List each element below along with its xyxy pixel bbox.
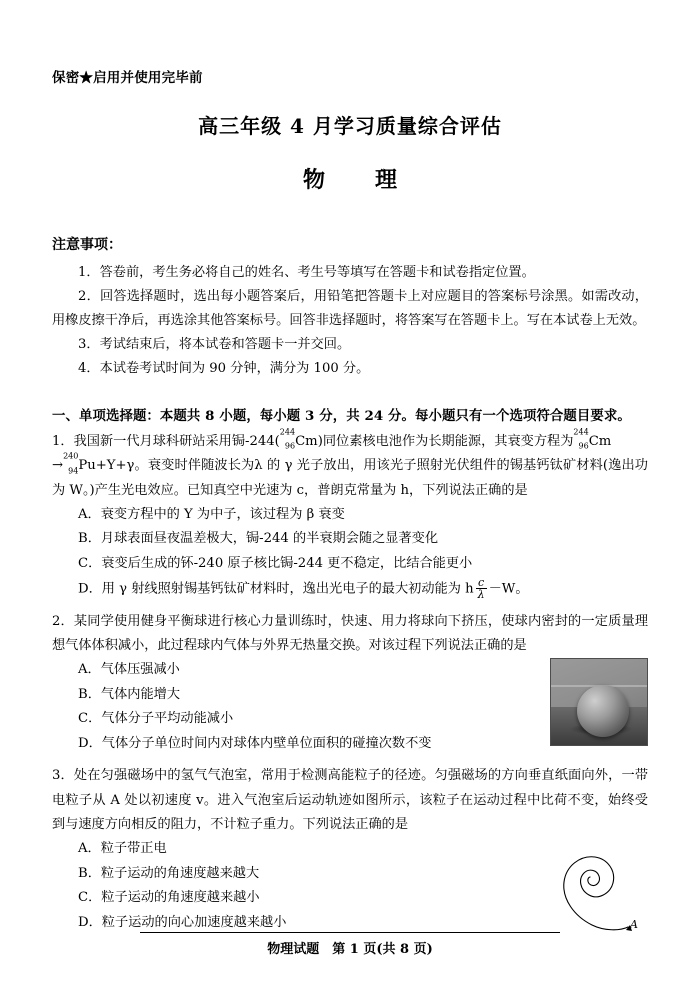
question-1-stem-b: )同位素核电池作为长期能源，其衰变方程为 [317,434,574,450]
notice-item: 2．回答选择题时，选出每小题答案后，用铅笔把答题卡上对应题目的答案标号涂黑。如需改动，用橡皮擦干净后，再选涂其他答案标号。回答非选择题时，将答案写在答题卡上。写在本试卷上无效。 [52,289,648,329]
question-2-option-a: A．气体压强减小 [78,662,180,678]
question-1-stem-d: 。)产生光电效应。已知真空中光速为 c，普朗克常量为 h，下列说法正确的是 [82,482,528,498]
footer-text: 物理试题 第 1 页(共 8 页) [267,942,433,957]
question-3-option-b: B．粒子运动的角速度越来越大 [78,865,260,881]
secrecy-notice: 保密★启用并使用完毕前 [52,70,203,86]
exercise-ball [577,685,629,737]
question-1-option-d [52,577,648,602]
fraction-numerator: c [476,577,487,590]
question-2-number: 2． [52,613,74,629]
question-1-option-d-text: D．用 γ 射线照射锡基钙钛矿材料时，逸出光电子的最大初动能为 h [78,581,474,597]
question-1-option-b: B．月球表面昼夜温差极大，锔-244 的半衰期会随之显著变化 [78,531,439,547]
question-3-option-c: C．粒子运动的角速度越来越小 [78,890,260,906]
nuclide-mass-number: 240 [63,451,79,461]
question-2 [52,610,648,757]
balance-ball-photo [550,658,648,746]
page-footer [0,932,700,957]
subject-title: 物 理 [302,167,411,193]
question-2-options [52,658,648,756]
nuclide-symbol: Cm [295,434,318,450]
page-content [52,66,648,937]
question-2-stem [52,610,648,659]
page-title: 高三年级 4 月学习质量综合评估 [198,114,502,138]
question-3-stem [52,764,648,837]
nuclide-symbol: Cm [588,434,612,450]
nuclide-cm244-b [573,427,589,451]
question-2-option-c: C．气体分子平均动能减小 [78,711,234,727]
question-1-option-c: C．衰变后生成的钚-240 原子核比锔-244 更不稳定，比结合能更小 [78,556,473,572]
question-3-options [52,837,648,935]
question-1-stem [52,427,648,454]
question-3-number: 3． [52,768,74,784]
nuclide-atomic-number: 96 [284,441,296,451]
question-1-option-a: A．衰变方程中的 Y 为中子，该过程为 β 衰变 [78,506,345,522]
footer-rule [140,932,560,933]
question-1-stem-a: 我国新一代月球科研站采用锔-244( [73,434,280,450]
notice-item: 1．答卷前，考生务必将自己的姓名、考生号等填写在答题卡和试卷指定位置。 [78,265,535,280]
question-3 [52,764,648,935]
notice-item: 4．本试卷考试时间为 90 分钟，满分为 100 分。 [78,361,370,377]
question-2-option-b: B．气体内能增大 [78,686,181,702]
point-a-label: A [630,918,638,932]
notice-item: 3．考试结束后，将本试卷和答题卡一并交回。 [78,337,351,353]
question-1 [52,427,648,602]
nuclide-atomic-number: 94 [68,466,79,476]
nuclide-mass-number: 244 [573,427,589,437]
fraction-c-over-lambda [476,577,487,601]
spiral-svg [524,839,644,935]
nuclide-mass-number: 244 [279,427,296,437]
question-3-option-d: D．粒子运动的向心加速度越来越小 [78,914,287,930]
section-heading: 一、单项选择题：本题共 8 小题，每小题 3 分，共 24 分。每小题只有一个选项符合题目要求。 [52,408,631,425]
notice-heading: 注意事项： [52,237,122,253]
nuclide-symbol: Pu [78,458,96,474]
fraction-denominator: λ [477,588,485,602]
question-3-stem-text: 处在匀强磁场中的氢气气泡室，常用于检测高能粒子的径迹。匀强磁场的方向垂直纸面向外，一带电粒子从 A 处以初速度 v。进入气泡室后运动轨迹如图所示，该粒子在运动过程中比荷不变，始终受到与速度方向相反的阻力，不计粒子重力。下列说法正确的是 [52,768,649,832]
decay-arrow: → [52,458,64,474]
question-2-stem-text: 某同学使用健身平衡球进行核心力量训练时，快速、用力将球向下挤压，使球内密封的一定质量理想气体体积减小，此过程球内气体与外界无热量交换。对该过程下列说法正确的是 [52,613,649,653]
nuclide-pu240 [63,451,79,476]
question-3-option-a: A．粒子带正电 [78,841,167,857]
question-1-stem-cont [52,451,648,503]
question-1-number: 1． [52,434,74,450]
spiral-track-figure [524,839,644,935]
question-1-option-d-tail: －W。 [488,581,529,597]
question-2-option-d: D．气体分子单位时间内对球体内壁单位面积的碰撞次数不变 [78,735,432,751]
nuclide-cm244-a [279,427,296,451]
nuclide-atomic-number: 96 [578,441,589,451]
question-1-stem-c: +Y+γ。衰变时伴随波长为λ 的 γ 光子放出，用该光子照射光伏组件的锡基钙钛矿材料(逸出功为 W [52,458,648,498]
